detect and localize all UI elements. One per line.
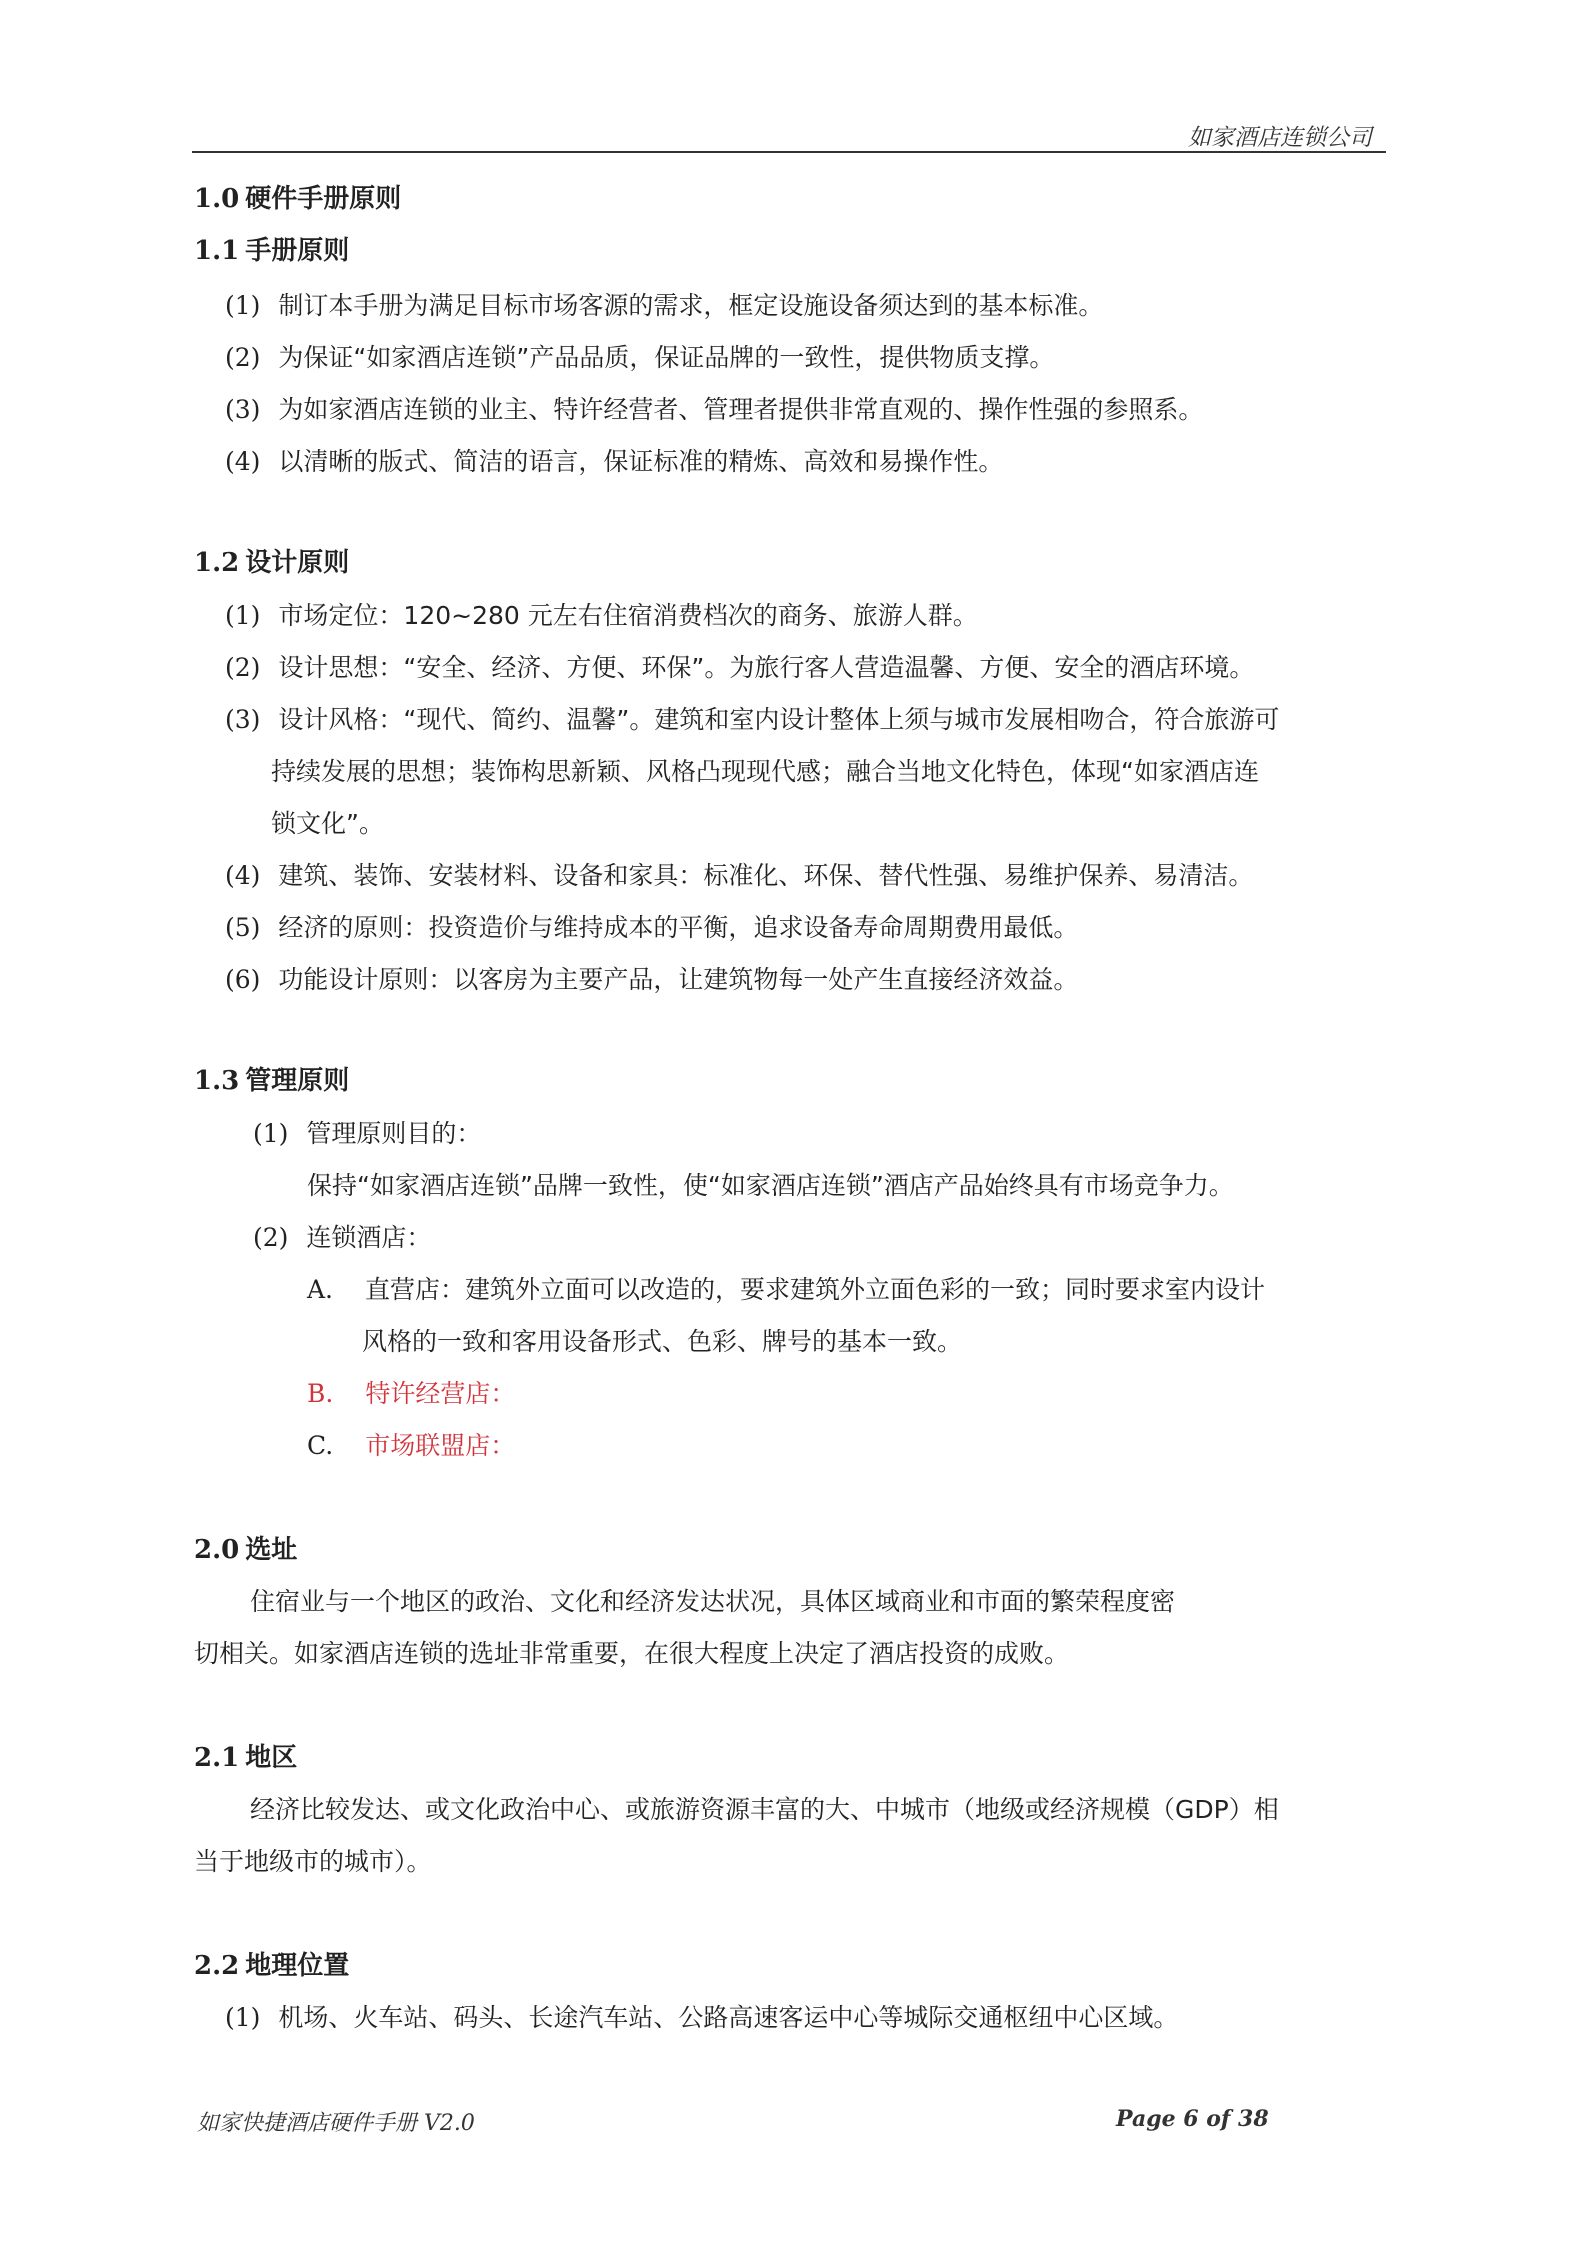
list-item: (2) 为保证“如家酒店连锁”产品品质，保证品牌的一致性，提供物质支撑。 [225,343,1055,372]
page-number: Page 6 of 38 [1116,2106,1269,2132]
heading-2-0: 2.0 选址 [194,1535,298,1565]
sub-item-c: C. 市场联盟店： [307,1431,516,1460]
list-item: (3) 设计风格：“现代、简约、温馨”。建筑和室内设计整体上须与城市发展相吻合，符合旅游可 [225,705,1280,734]
paragraph: 当于地级市的城市）。 [194,1847,432,1876]
header-divider [192,151,1386,153]
sub-item-a: A. 直营店：建筑外立面可以改造的，要求建筑外立面色彩的一致；同时要求室内设计 [307,1275,1266,1304]
manual-title: 如家快捷酒店硬件手册 V2.0 [197,2111,475,2136]
sub-item-b: B. 特许经营店： [307,1379,516,1408]
list-item-continuation: 持续发展的思想；装饰构思新颖、风格凸现现代感；融合当地文化特色，体现“如家酒店连 [271,757,1259,786]
list-item: (1) 市场定位：120~280 元左右住宿消费档次的商务、旅游人群。 [225,601,978,630]
heading-1-1: 1.1 手册原则 [194,236,350,266]
paragraph: 经济比较发达、或文化政治中心、或旅游资源丰富的大、中城市（地级或经济规模（GDP）相 [250,1795,1279,1824]
list-item-continuation: 锁文化”。 [271,809,384,838]
list-item: (1) 机场、火车站、码头、长途汽车站、公路高速客运中心等城际交通枢纽中心区域。 [225,2003,1179,2032]
list-item: (4) 建筑、装饰、安装材料、设备和家具：标准化、环保、替代性强、易维护保养、易清洁。 [225,861,1254,890]
heading-2-2: 2.2 地理位置 [194,1951,350,1981]
list-item: (6) 功能设计原则：以客房为主要产品，让建筑物每一处产生直接经济效益。 [225,965,1079,994]
list-item: (1) 管理原则目的： [253,1119,482,1148]
list-item-body: 保持“如家酒店连锁”品牌一致性，使“如家酒店连锁”酒店产品始终具有市场竞争力。 [307,1171,1234,1200]
list-item: (4) 以清晰的版式、简洁的语言，保证标准的精炼、高效和易操作性。 [225,447,1004,476]
list-item: (5) 经济的原则：投资造价与维持成本的平衡，追求设备寿命周期费用最低。 [225,913,1079,942]
list-item: (2) 连锁酒店： [253,1223,432,1252]
list-item: (3) 为如家酒店连锁的业主、特许经营者、管理者提供非常直观的、操作性强的参照系。 [225,395,1204,424]
paragraph: 住宿业与一个地区的政治、文化和经济发达状况，具体区域商业和市面的繁荣程度密 [250,1587,1176,1616]
heading-1-2: 1.2 设计原则 [194,548,350,578]
heading-1-3: 1.3 管理原则 [194,1066,350,1096]
company-name: 如家酒店连锁公司 [1188,125,1372,151]
heading-1-0: 1.0 硬件手册原则 [194,184,402,214]
paragraph: 切相关。如家酒店连锁的选址非常重要，在很大程度上决定了酒店投资的成败。 [194,1639,1070,1668]
list-item: (2) 设计思想：“安全、经济、方便、环保”。为旅行客人营造温馨、方便、安全的酒店环境。 [225,653,1255,682]
list-item: (1) 制订本手册为满足目标市场客源的需求，框定设施设备须达到的基本标准。 [225,291,1104,320]
sub-item-a-continuation: 风格的一致和客用设备形式、色彩、牌号的基本一致。 [362,1327,963,1356]
heading-2-1: 2.1 地区 [194,1743,298,1773]
